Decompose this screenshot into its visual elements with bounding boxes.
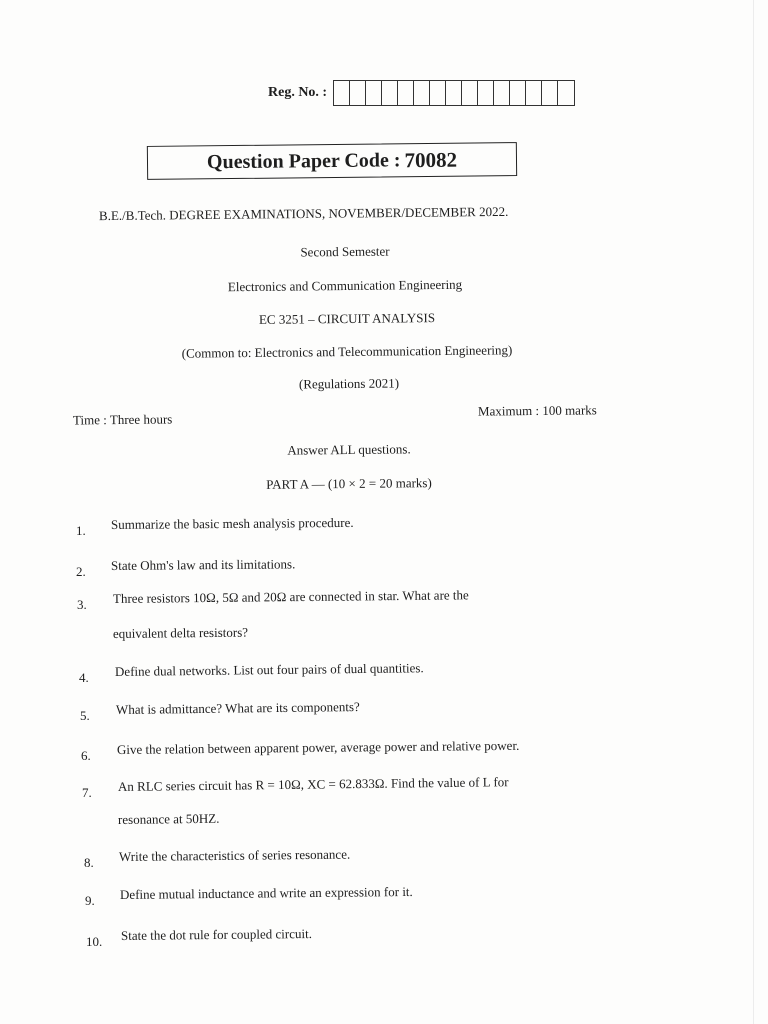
question-text-continued: resonance at 50HZ.: [117, 810, 220, 827]
reg-no-digit-box[interactable]: [382, 81, 398, 105]
reg-no-digit-box[interactable]: [446, 81, 462, 105]
question-number: 8.: [84, 855, 94, 870]
reg-no-digit-box[interactable]: [542, 81, 558, 105]
question-number: 4.: [79, 670, 89, 685]
reg-no-digit-box[interactable]: [510, 81, 526, 105]
question-number: 9.: [85, 893, 95, 908]
paper-code-value: 70082: [404, 147, 458, 172]
question-number: 7.: [82, 785, 92, 800]
reg-no-digit-box[interactable]: [430, 81, 446, 105]
question-text: Three resistors 10Ω, 5Ω and 20Ω are connected in star. What are the: [112, 587, 469, 606]
max-marks: Maximum : 100 marks: [477, 402, 597, 419]
question-number: 3.: [77, 597, 87, 612]
question-text: Define mutual inductance and write an expression for it.: [119, 883, 413, 902]
reg-no-digit-box[interactable]: [526, 81, 542, 105]
question-number: 6.: [81, 748, 91, 763]
reg-no-digit-box[interactable]: [334, 81, 350, 105]
question-number: 10.: [86, 934, 103, 949]
paper-code-box: [147, 142, 517, 180]
reg-no-digit-box[interactable]: [414, 81, 430, 105]
reg-no-digit-box[interactable]: [366, 81, 382, 105]
reg-no-digit-box[interactable]: [462, 81, 478, 105]
time-label: Time : Three hours: [72, 411, 173, 428]
reg-no-digit-box[interactable]: [398, 81, 414, 105]
reg-no-digit-box[interactable]: [494, 81, 510, 105]
semester: Second Semester: [300, 243, 390, 260]
question-text: Define dual networks. List out four pairs of dual quantities.: [114, 660, 424, 679]
question-text: Give the relation between apparent power, average power and relative power.: [116, 737, 520, 757]
question-text-continued: equivalent delta resistors?: [112, 624, 249, 641]
regulations: (Regulations 2021): [298, 375, 400, 392]
instructions: Answer ALL questions.: [287, 441, 411, 458]
question-number: 5.: [80, 708, 90, 723]
course-title: EC 3251 – CIRCUIT ANALYSIS: [258, 310, 436, 327]
question-text: An RLC series circuit has R = 10Ω, XC = 62.833Ω. Find the value of L for: [117, 774, 509, 794]
common-to: (Common to: Electronics and Telecommunication Engineering): [181, 342, 513, 361]
reg-no-digit-box[interactable]: [350, 81, 366, 105]
question-number: 2.: [76, 564, 86, 579]
reg-no-digit-box[interactable]: [558, 81, 574, 105]
department: Electronics and Communication Engineering: [227, 276, 463, 295]
question-number: 1.: [76, 523, 86, 538]
reg-no-row: [268, 80, 575, 106]
reg-no-digit-box[interactable]: [478, 81, 494, 105]
paper-code-label: Question Paper Code :: [206, 148, 401, 173]
question-text: State Ohm's law and its limitations.: [110, 556, 296, 573]
reg-no-label: Reg. No. :: [268, 85, 328, 100]
question-text: Summarize the basic mesh analysis procedure.: [110, 514, 354, 532]
exam-title: B.E./B.Tech. DEGREE EXAMINATIONS, NOVEMBER/DECEMBER 2022.: [98, 203, 509, 224]
question-text: Write the characteristics of series resonance.: [118, 846, 351, 864]
question-text: What is admittance? What are its components?: [115, 699, 360, 717]
question-text: State the dot rule for coupled circuit.: [120, 926, 313, 943]
reg-no-boxes: [333, 80, 575, 106]
part-a-heading: PART A — (10 × 2 = 20 marks): [266, 475, 432, 492]
